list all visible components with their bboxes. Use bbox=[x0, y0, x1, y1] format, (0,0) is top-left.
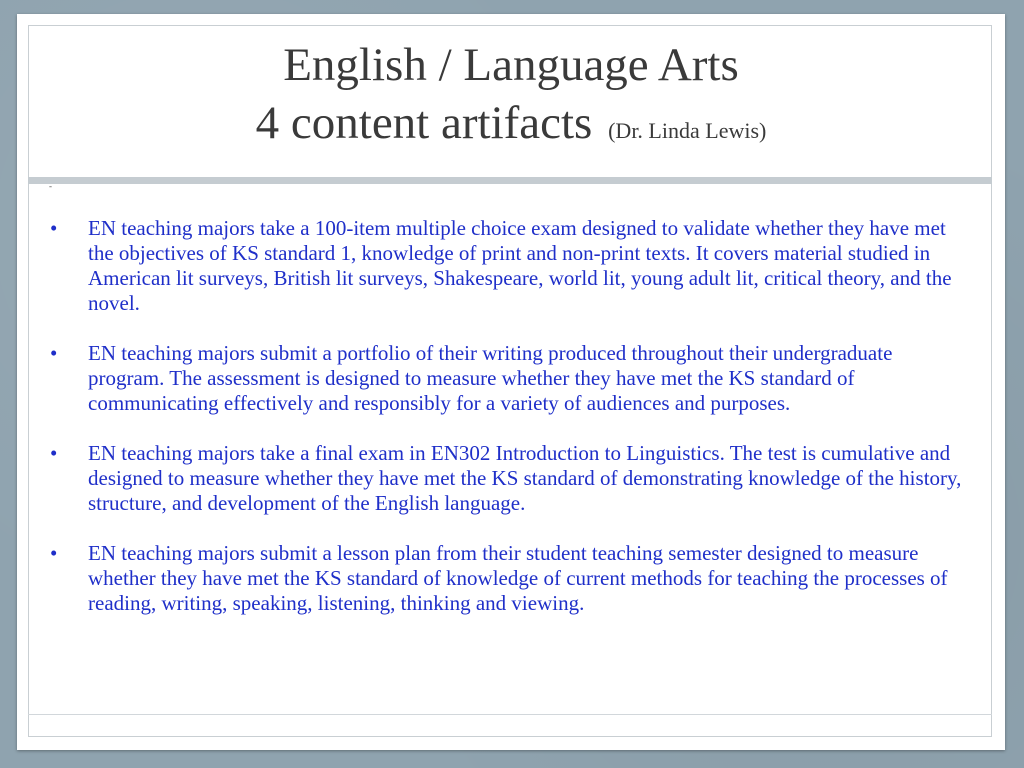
title-line-2-text: 4 content artifacts bbox=[255, 97, 593, 149]
bullet-item bbox=[50, 441, 965, 516]
title-line-1: English / Language Arts bbox=[283, 39, 739, 91]
bullet-text: EN teaching majors take a final exam in EN302 Introduction to Linguistics. The test is cumulative and designed to measure whether they have met the KS standard of demonstrating knowledge of the history, structure, and development of the English language. bbox=[88, 441, 962, 515]
title-author: (Dr. Linda Lewis) bbox=[608, 118, 767, 143]
slide bbox=[17, 14, 1005, 750]
title-divider bbox=[28, 177, 992, 184]
bottom-divider bbox=[28, 714, 992, 715]
bullet-text: EN teaching majors submit a portfolio of their writing produced throughout their undergraduate program. The assessment is designed to measure whether they have met the KS standard of communicating effectively and responsibly for a variety of audiences and purposes. bbox=[88, 341, 893, 415]
title-line-2 bbox=[17, 94, 1005, 160]
bullet-item bbox=[50, 216, 965, 316]
bullet-icon: • bbox=[50, 216, 58, 240]
bullet-text: EN teaching majors take a 100-item multiple choice exam designed to validate whether they have met the objectives of KS standard 1, knowledge of print and non-print texts. It covers material studied in American lit surveys, British lit surveys, Shakespeare, world lit, young adult lit, critical theory, and the novel. bbox=[88, 216, 952, 315]
bullet-icon: • bbox=[50, 441, 58, 465]
small-marker: - bbox=[49, 181, 52, 191]
bullet-icon: • bbox=[50, 341, 58, 365]
bullet-list bbox=[50, 216, 965, 641]
bullet-item bbox=[50, 341, 965, 416]
bullet-item bbox=[50, 541, 965, 616]
slide-title bbox=[17, 36, 1005, 160]
bullet-icon: • bbox=[50, 541, 58, 565]
bullet-text: EN teaching majors submit a lesson plan from their student teaching semester designed to measure whether they have met the KS standard of knowledge of current methods for teaching the processes of reading, writing, speaking, listening, thinking and viewing. bbox=[88, 541, 948, 615]
